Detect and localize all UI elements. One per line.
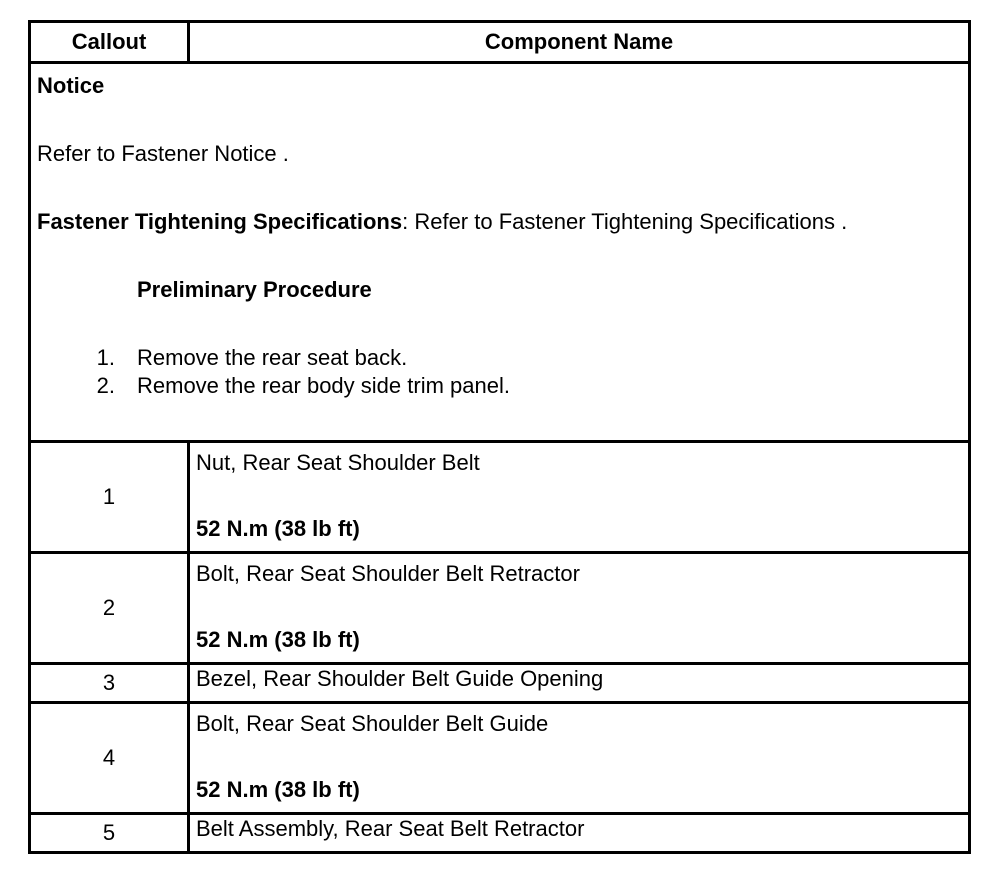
callout-header: Callout: [30, 22, 189, 63]
notice-title: Notice: [37, 73, 105, 98]
table-row: [30, 664, 970, 703]
preliminary-procedure-title: Preliminary Procedure: [137, 277, 372, 302]
torque-spec: 52 N.m (38 lb ft): [196, 516, 360, 541]
tightening-spec-label: Fastener Tightening Specifications: [37, 209, 403, 234]
component-cell: [189, 703, 970, 814]
procedure-step: [96, 344, 962, 372]
callout-number: 5: [30, 814, 189, 853]
torque-spec: 52 N.m (38 lb ft): [196, 777, 360, 802]
step-text: Remove the rear body side trim panel.: [137, 373, 510, 398]
torque-spec: 52 N.m (38 lb ft): [196, 627, 360, 652]
procedure-steps: [37, 344, 962, 400]
step-number: 2.: [96, 373, 115, 398]
component-table: [28, 20, 971, 854]
callout-number: 1: [30, 442, 189, 553]
tightening-spec-text: : Refer to Fastener Tightening Specifications .: [402, 209, 848, 234]
callout-number: 4: [30, 703, 189, 814]
table-row: [30, 703, 970, 814]
step-number: 1.: [96, 345, 115, 370]
step-text: Remove the rear seat back.: [137, 345, 408, 370]
table-row: [30, 553, 970, 664]
table-row: [30, 814, 970, 853]
component-name: Bolt, Rear Seat Shoulder Belt Retractor: [196, 561, 580, 586]
callout-number: 2: [30, 553, 189, 664]
component-name: Belt Assembly, Rear Seat Belt Retractor: [189, 814, 970, 853]
component-name: Nut, Rear Seat Shoulder Belt: [196, 450, 480, 475]
header-row: [30, 22, 970, 63]
procedure-step: [96, 372, 962, 400]
table-row: [30, 442, 970, 553]
component-name: Bezel, Rear Shoulder Belt Guide Opening: [189, 664, 970, 703]
component-header: Component Name: [189, 22, 970, 63]
component-cell: [189, 442, 970, 553]
component-cell: [189, 553, 970, 664]
component-name: Bolt, Rear Seat Shoulder Belt Guide: [196, 711, 549, 736]
notice-cell: [30, 63, 970, 442]
tightening-spec-line: [37, 208, 962, 236]
callout-number: 3: [30, 664, 189, 703]
notice-row: [30, 63, 970, 442]
fastener-notice-text: Refer to Fastener Notice .: [37, 141, 289, 166]
